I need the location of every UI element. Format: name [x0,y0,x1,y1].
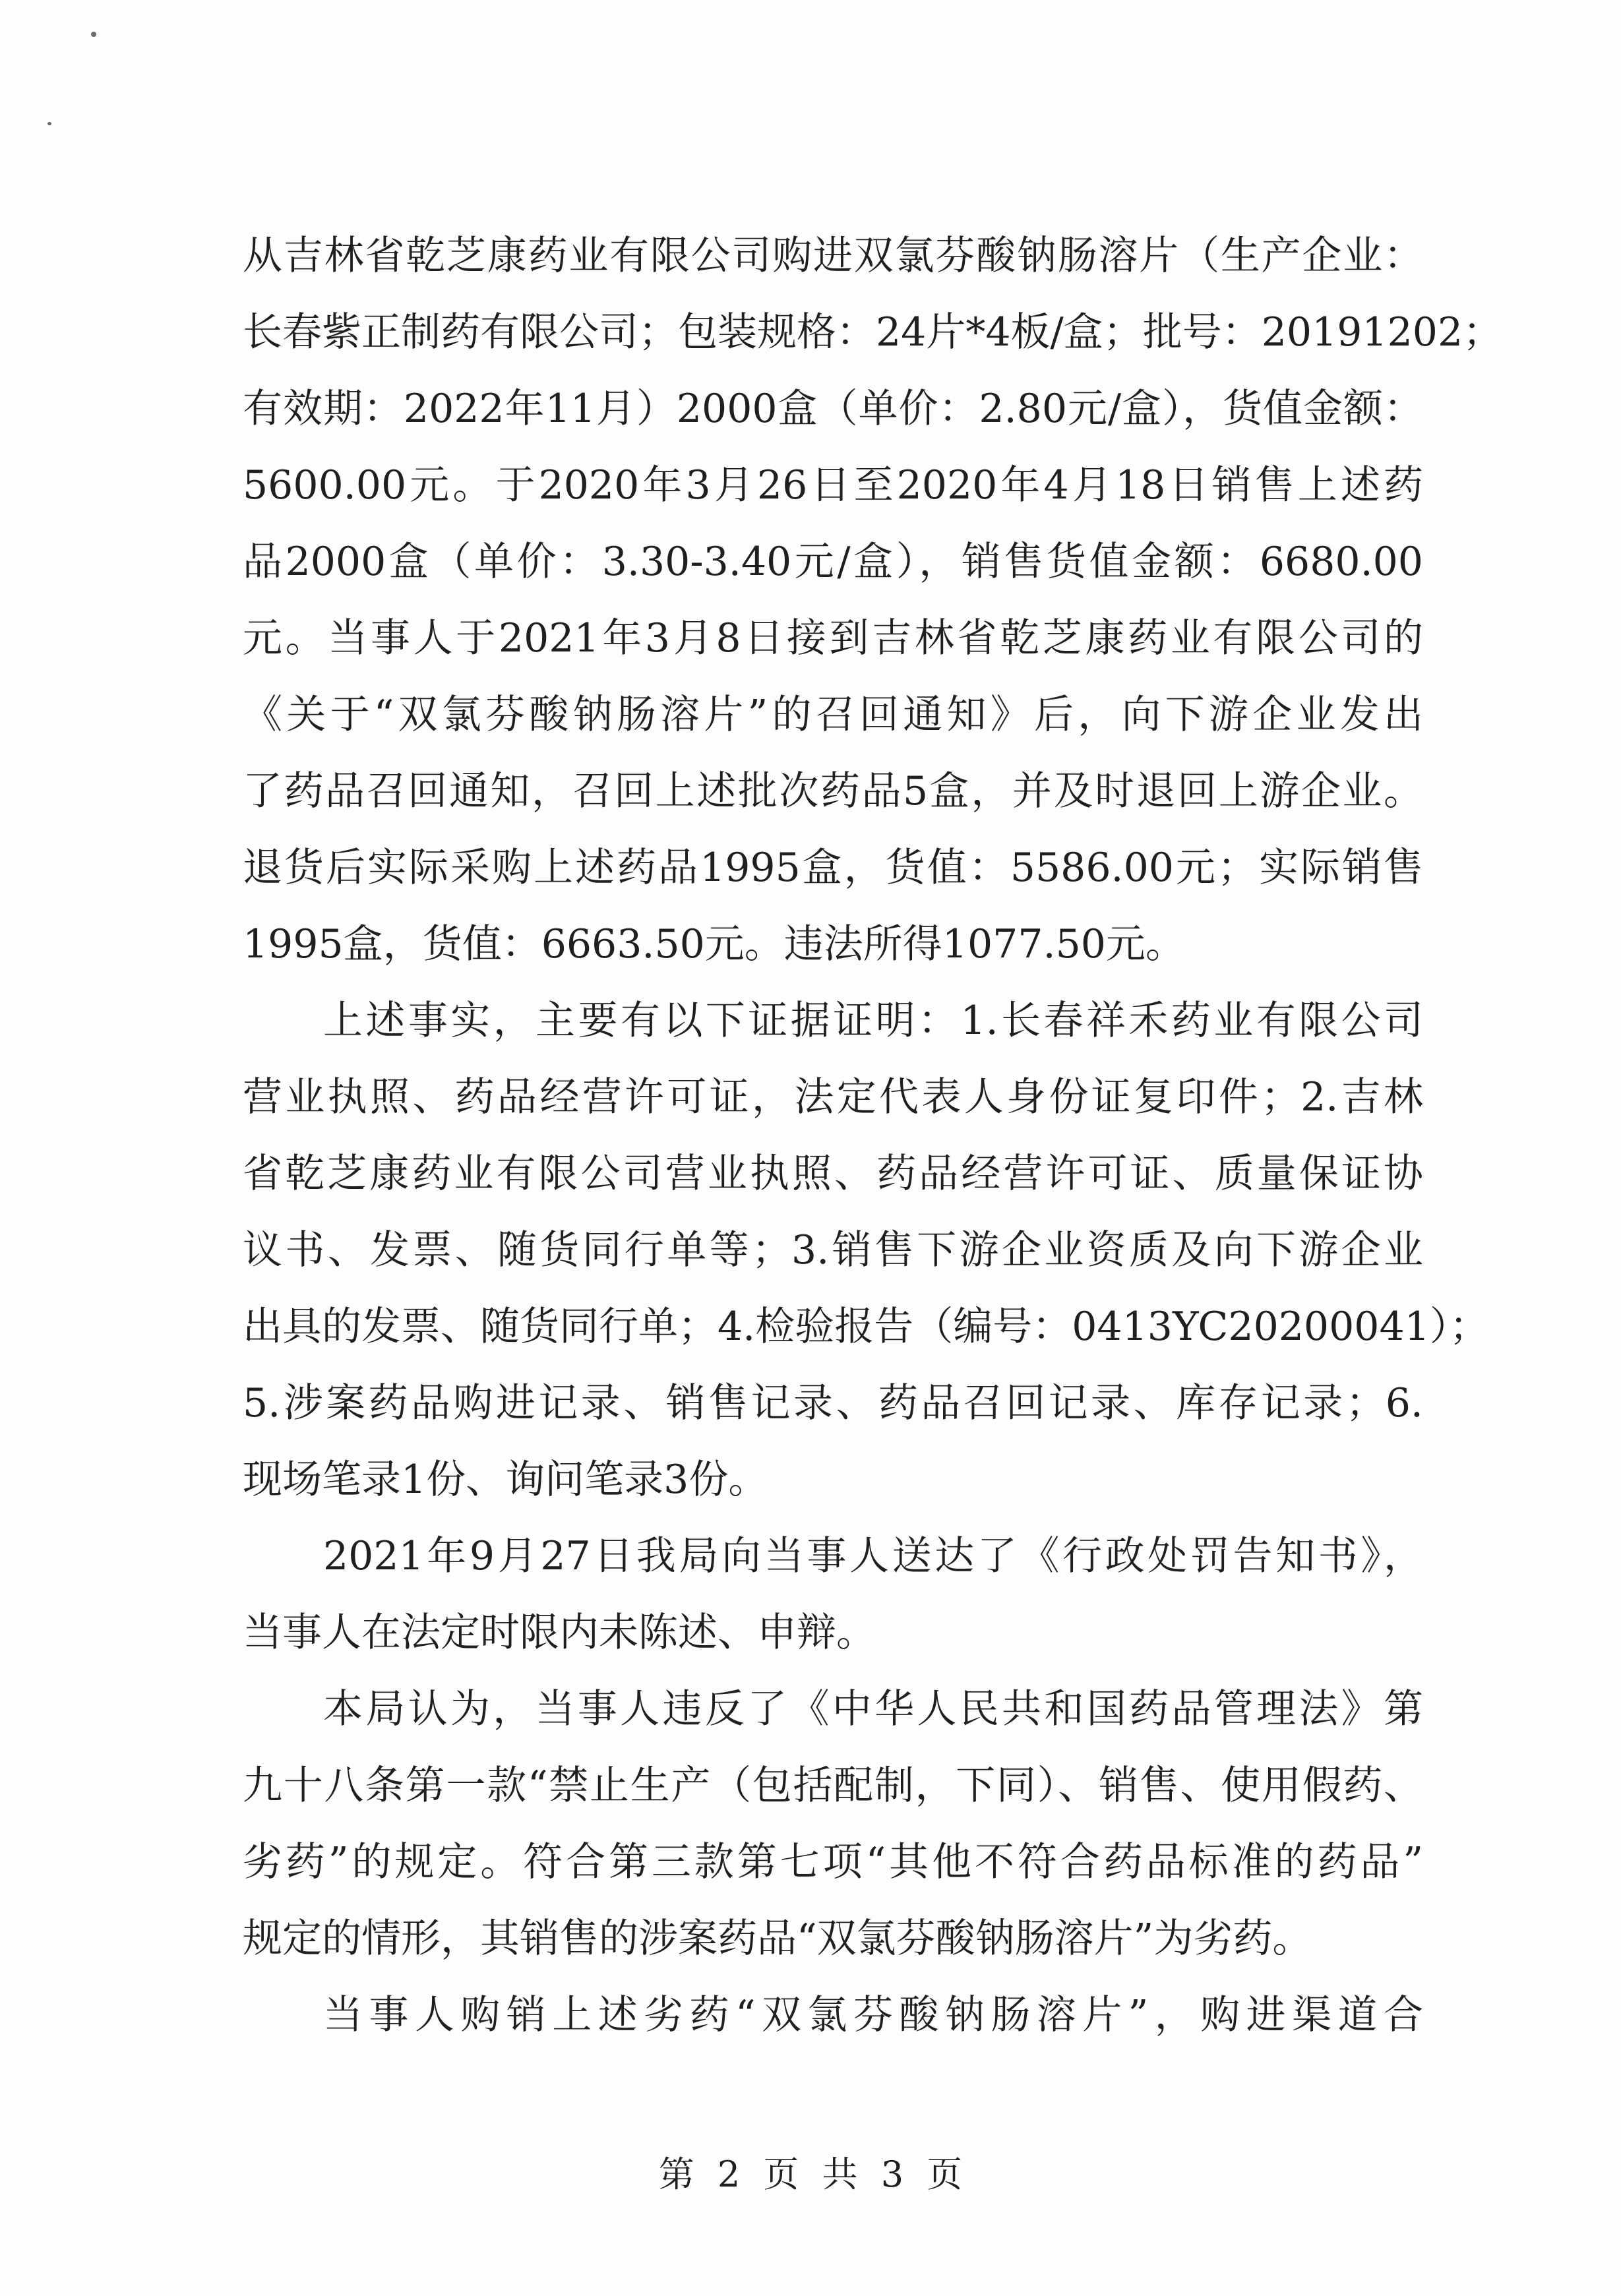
body-line: 省乾芝康药业有限公司营业执照、药品经营许可证、质量保证协 [243,1151,1423,1197]
page-footer: 第 2 页 共 3 页 [658,2154,963,2195]
body-line: 退货后实际采购上述药品1995盒，货值：5586.00元；实际销售 [243,845,1423,891]
paragraph-start-line: 2021年9月27日我局向当事人送达了《行政处罚告知书》， [323,1533,1423,1579]
body-line: 现场笔录1份、询问笔录3份。 [243,1457,768,1503]
body-line: 规定的情形，其销售的涉案药品“双氯芬酸钠肠溶片”为劣药。 [243,1916,1312,1962]
body-line: 品2000盒（单价：3.30-3.40元/盒），销售货值金额：6680.00 [243,539,1423,585]
document-body [243,218,1503,2053]
scan-speck [47,122,51,125]
body-line: 九十八条第一款“禁止生产（包括配制，下同）、销售、使用假药、 [243,1763,1423,1809]
body-line: 5.涉案药品购进记录、销售记录、药品召回记录、库存记录；6. [243,1380,1423,1426]
body-line: 营业执照、药品经营许可证，法定代表人身份证复印件；2.吉林 [243,1074,1423,1120]
body-line: 了药品召回通知，召回上述批次药品5盒，并及时退回上游企业。 [243,768,1423,814]
body-line: 1995盒，货值：6663.50元。违法所得1077.50元。 [243,921,1185,967]
body-line: 《关于“双氯芬酸钠肠溶片”的召回通知》后，向下游企业发出 [243,692,1423,738]
body-line: 劣药”的规定。符合第三款第七项“其他不符合药品标准的药品” [243,1839,1423,1885]
paragraph-start-line: 当事人购销上述劣药“双氯芬酸钠肠溶片”，购进渠道合 [323,1992,1423,2038]
body-line: 从吉林省乾芝康药业有限公司购进双氯芬酸钠肠溶片（生产企业： [243,233,1423,279]
body-line: 出具的发票、随货同行单；4.检验报告（编号：0413YC20200041）； [243,1304,1489,1350]
body-line: 长春紫正制药有限公司；包装规格：24片*4板/盒；批号：20191202； [243,309,1503,355]
body-line: 5600.00元。于2020年3月26日至2020年4月18日销售上述药 [243,462,1423,508]
body-line: 元。当事人于2021年3月8日接到吉林省乾芝康药业有限公司的 [243,615,1423,661]
body-line: 有效期：2022年11月）2000盒（单价：2.80元/盒），货值金额： [243,386,1423,432]
scan-speck [91,32,96,37]
body-line: 议书、发票、随货同行单等；3.销售下游企业资质及向下游企业 [243,1227,1423,1273]
paragraph-start-line: 上述事实，主要有以下证据证明：1.长春祥禾药业有限公司 [323,998,1423,1044]
body-line: 当事人在法定时限内未陈述、申辩。 [243,1610,876,1656]
paragraph-start-line: 本局认为，当事人违反了《中华人民共和国药品管理法》第 [323,1686,1423,1732]
